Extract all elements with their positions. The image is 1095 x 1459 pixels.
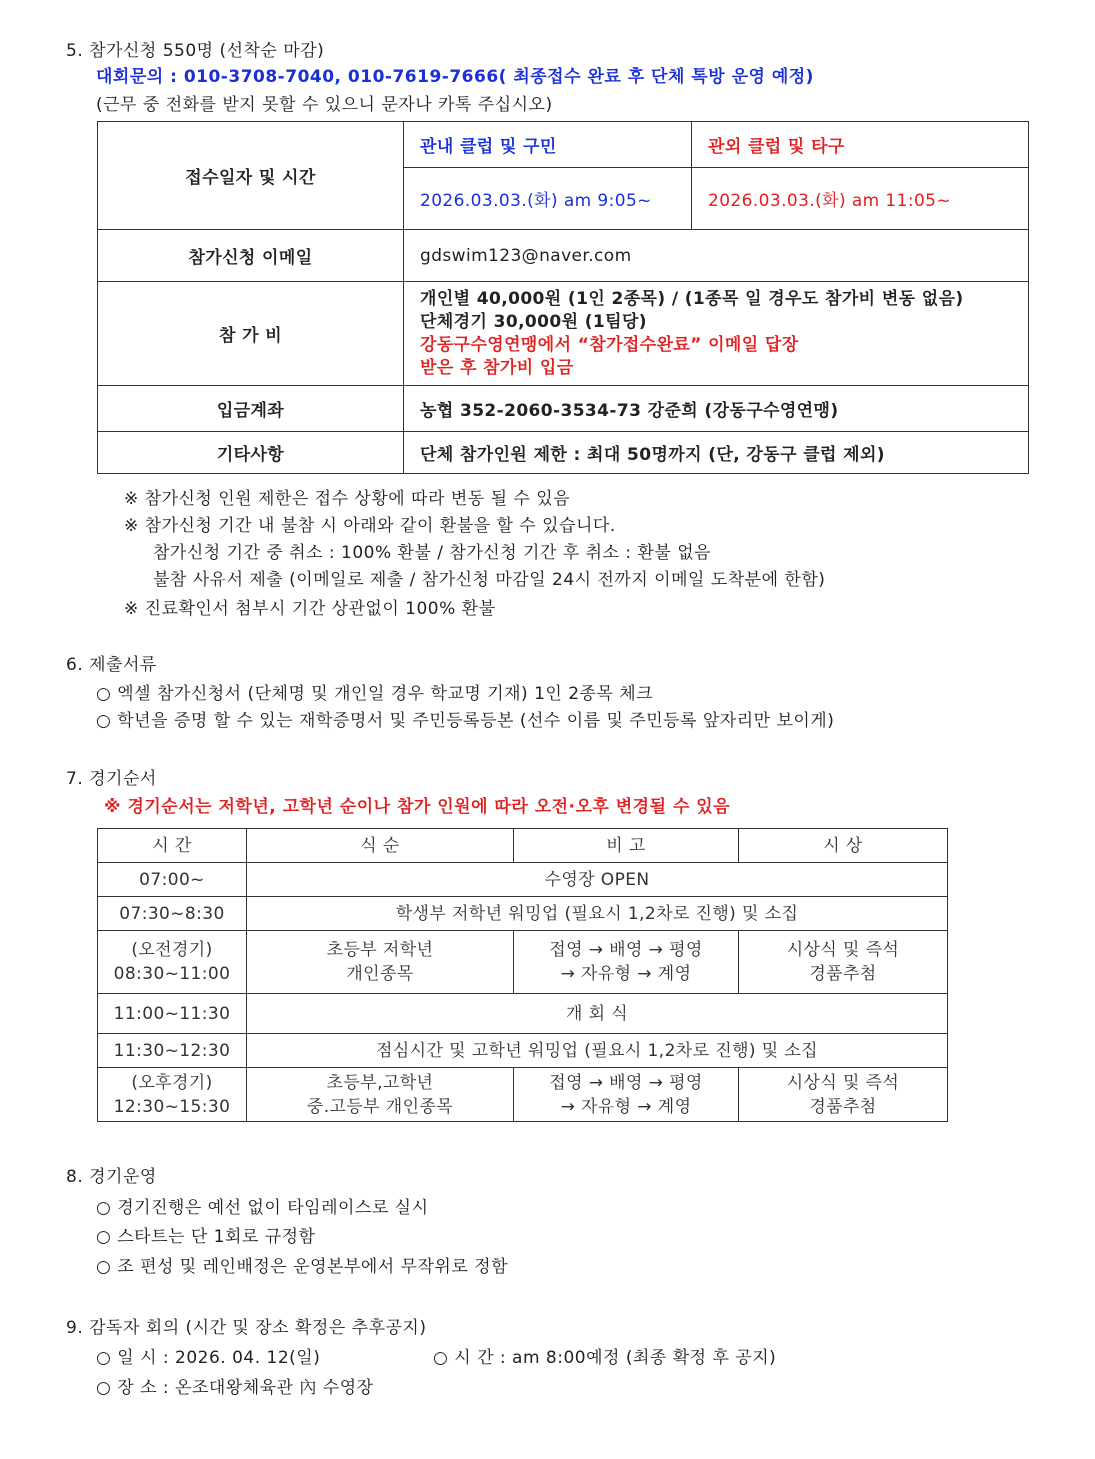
row3-order-line1: 초등부 저학년 xyxy=(326,940,434,960)
account-value: 농협 352-2060-3534-73 강준희 (강동구수영연맹) xyxy=(404,386,1029,432)
row3-award-line1: 시상식 및 즉석 xyxy=(786,940,900,960)
fee-label: 참 가 비 xyxy=(98,282,404,386)
row4-content: 개 회 식 xyxy=(247,994,948,1034)
row3-time-range: 08:30~11:00 xyxy=(113,964,231,984)
row6-award xyxy=(739,1068,948,1122)
row3-time xyxy=(98,931,247,994)
row6-time xyxy=(98,1068,247,1122)
operation-item-3: ○ 조 편성 및 레인배정은 운영본부에서 무작위로 정함 xyxy=(96,1257,509,1277)
etc-label: 기타사항 xyxy=(98,432,404,474)
row2-content: 학생부 저학년 워밍업 (필요시 1,2차로 진행) 및 소집 xyxy=(247,897,948,931)
other-reg-date: 2026.03.03.(화) am 11:05~ xyxy=(692,168,1029,230)
etc-value: 단체 참가인원 제한 : 최대 50명까지 (단, 강동구 클럽 제외) xyxy=(404,432,1029,474)
row3-note-line1: 접영 → 배영 → 평영 xyxy=(549,940,703,960)
note-1: ※ 참가신청 인원 제한은 접수 상황에 따라 변동 될 수 있음 xyxy=(124,489,571,509)
fee-line-notice1: 강동구수영연맹에서 “참가접수완료” 이메일 답장 xyxy=(420,334,799,355)
section9-heading: 9. 감독자 회의 (시간 및 장소 확정은 추후공지) xyxy=(66,1318,427,1338)
local-reg-date: 2026.03.03.(화) am 9:05~ xyxy=(404,168,692,230)
operation-item-1: ○ 경기진행은 예선 없이 타임레이스로 실시 xyxy=(96,1198,429,1218)
document-item-1: ○ 엑셀 참가신청서 (단체명 및 개인일 경우 학교명 기재) 1인 2종목 체크 xyxy=(96,684,654,704)
row3-note xyxy=(514,931,739,994)
section5-heading: 5. 참가신청 550명 (선착순 마감) xyxy=(66,41,325,61)
row5-time: 11:30~12:30 xyxy=(98,1034,247,1068)
local-club-header: 관내 클럽 및 구민 xyxy=(404,122,692,168)
fee-details xyxy=(404,282,1029,386)
row3-award-line2: 경품추첨 xyxy=(809,964,877,984)
account-label: 입금계좌 xyxy=(98,386,404,432)
meeting-date: ○ 일 시 : 2026. 04. 12(일) xyxy=(96,1348,321,1368)
row5-content: 점심시간 및 고학년 워밍업 (필요시 1,2차로 진행) 및 소집 xyxy=(247,1034,948,1068)
fee-line-individual: 개인별 40,000원 (1인 2종목) / (1종목 일 경우도 참가비 변동 없음) xyxy=(420,288,964,309)
meeting-place: ○ 장 소 : 온조대왕체육관 內 수영장 xyxy=(96,1378,374,1398)
row1-time: 07:00~ xyxy=(98,863,247,897)
row2-time: 07:30~8:30 xyxy=(98,897,247,931)
schedule-table xyxy=(97,828,948,1122)
operation-item-2: ○ 스타트는 단 1회로 규정함 xyxy=(96,1227,316,1247)
row6-note xyxy=(514,1068,739,1122)
note-4: 불참 사유서 제출 (이메일로 제출 / 참가신청 마감일 24시 전까지 이메일 도착분에 한함) xyxy=(153,570,826,590)
document-item-2: ○ 학년을 증명 할 수 있는 재학증명서 및 주민등록등본 (선수 이름 및 주민등록 앞자리만 보이게) xyxy=(96,711,835,731)
row6-note-line2: → 자유형 → 계영 xyxy=(560,1096,692,1117)
row6-order-line2: 중.고등부 개인종목 xyxy=(306,1096,454,1117)
other-club-header: 관외 클럽 및 타구 xyxy=(692,122,1029,168)
section6-heading: 6. 제출서류 xyxy=(66,655,157,675)
fee-line-team: 단체경기 30,000원 (1팀당) xyxy=(420,311,647,332)
row6-award-line1: 시상식 및 즉석 xyxy=(786,1072,900,1093)
meeting-time: ○ 시 간 : am 8:00예정 (최종 확정 후 공지) xyxy=(433,1348,777,1368)
row6-order xyxy=(247,1068,514,1122)
row3-note-line2: → 자유형 → 계영 xyxy=(560,964,692,984)
col-header-time: 시 간 xyxy=(98,829,247,863)
email-value: gdswim123@naver.com xyxy=(404,230,1029,282)
note-2: ※ 참가신청 기간 내 불참 시 아래와 같이 환불을 할 수 있습니다. xyxy=(124,516,616,536)
section7-heading: 7. 경기순서 xyxy=(66,769,157,789)
col-header-order: 식 순 xyxy=(247,829,514,863)
row6-order-line1: 초등부,고학년 xyxy=(326,1072,434,1093)
schedule-warning: ※ 경기순서는 저학년, 고학년 순이나 참가 인원에 따라 오전·오후 변경될 수 있음 xyxy=(104,797,731,817)
note-5: ※ 진료확인서 첨부시 기간 상관없이 100% 환불 xyxy=(124,599,496,619)
col-header-note: 비 고 xyxy=(514,829,739,863)
row4-time: 11:00~11:30 xyxy=(98,994,247,1034)
row3-award xyxy=(739,931,948,994)
row6-time-range: 12:30~15:30 xyxy=(113,1096,231,1117)
row6-note-line1: 접영 → 배영 → 평영 xyxy=(549,1072,703,1093)
fee-line-notice2: 받은 후 참가비 입금 xyxy=(420,357,574,378)
col-header-award: 시 상 xyxy=(739,829,948,863)
row3-order-line2: 개인종목 xyxy=(346,964,414,984)
contact-note: (근무 중 전화를 받지 못할 수 있으니 문자나 카톡 주십시오) xyxy=(96,95,553,115)
reg-date-label: 접수일자 및 시간 xyxy=(98,122,404,230)
registration-table xyxy=(97,121,1029,474)
contact-info: 대회문의 : 010-3708-7040, 010-7619-7666( 최종접수 완료 후 단체 톡방 운영 예정) xyxy=(96,67,814,87)
row3-order xyxy=(247,931,514,994)
note-3: 참가신청 기간 중 취소 : 100% 환불 / 참가신청 기간 후 취소 : 환불 없음 xyxy=(153,543,712,563)
row3-time-label: (오전경기) xyxy=(131,940,213,960)
row6-time-label: (오후경기) xyxy=(131,1072,213,1093)
email-label: 참가신청 이메일 xyxy=(98,230,404,282)
row1-content: 수영장 OPEN xyxy=(247,863,948,897)
section8-heading: 8. 경기운영 xyxy=(66,1167,157,1187)
row6-award-line2: 경품추첨 xyxy=(809,1096,877,1117)
